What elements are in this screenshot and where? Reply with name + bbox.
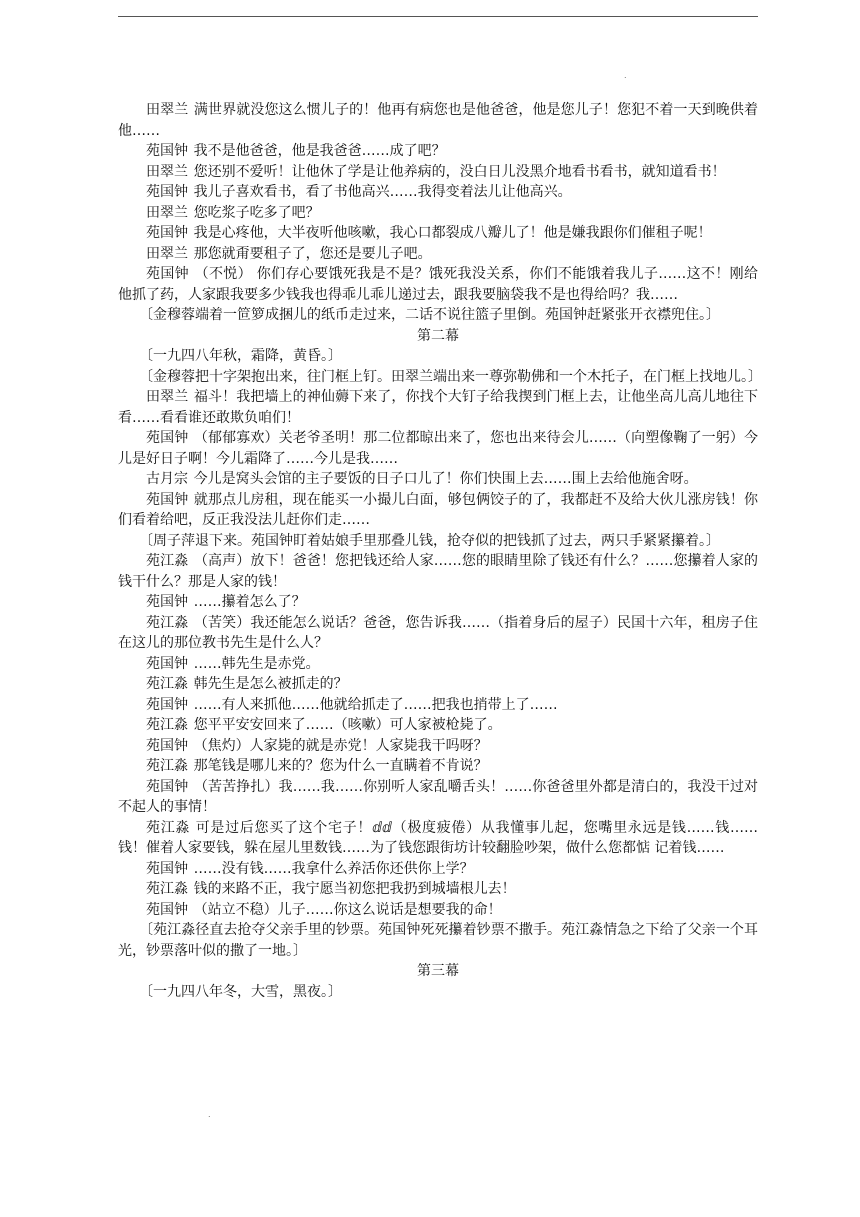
speaker-name: 田翠兰 xyxy=(146,204,188,221)
speaker-name: 苑国钟 xyxy=(146,225,188,241)
dialogue-text: （不悦） 你们存心要饿死我是不是？饿死我没关系，你们不能饿着我儿子……这不！刚给他抓了药，人家跟我要多少钱我也得乖儿乖儿递过去，跟我要脑袋我不是也得给吗？我…… xyxy=(118,266,759,303)
dialogue-text: （苦苦挣扎）我……我……你别听人家乱嚼舌头！……你爸爸里外都是清白的，我没干过对不起人的事情！ xyxy=(118,778,759,815)
dialogue-text: 您吃浆子吃多了吧？ xyxy=(193,204,320,221)
stage-direction-text: 〔金穆蓉把十字架抱出来，往门框上钉。田翠兰端出来一尊弥勒佛和一个木托子，在门框上找地儿。〕 xyxy=(139,368,762,385)
dialogue-line xyxy=(118,818,758,859)
dialogue-text: （郁郁寡欢）关老爷圣明！那二位都晾出来了，您也出来待会儿……（向塑像鞠了一躬）今儿是好日子啊！今儿霜降了……今儿是我…… xyxy=(118,430,759,467)
dialogue-line xyxy=(118,715,758,736)
dialogue-line xyxy=(118,100,758,141)
speaker-name: 苑江淼 xyxy=(146,881,188,897)
act-heading xyxy=(118,961,758,982)
dialogue-text: （焦灼）人家毙的就是赤党！人家毙我干吗呀？ xyxy=(193,737,488,754)
dialogue-text: （高声）放下！爸爸！您把钱还给人家……您的眼睛里除了钱还有什么？……您攥着人家的钱干什么？那是人家的钱！ xyxy=(118,553,759,590)
dialogue-line xyxy=(118,162,758,183)
dialogue-line xyxy=(118,182,758,203)
dialogue-text: 那笔钱是哪儿来的？您为什么一直瞒着不肯说？ xyxy=(193,758,488,774)
dialogue-text: 我儿子喜欢看书，看了书他高兴……我得变着法儿让他高兴。 xyxy=(193,184,572,200)
stage-direction-text: 〔金穆蓉端着一笸箩成捆儿的纸币走过来，二话不说往篮子里倒。苑国钟赶紧张开衣襟兜住。〕 xyxy=(139,307,720,323)
dialogue-text: 那您就甭要租子了，您还是要儿子吧。 xyxy=(193,245,432,262)
speaker-name: 苑江淼 xyxy=(146,553,189,569)
dialogue-line xyxy=(118,223,758,244)
dialogue-line xyxy=(118,674,758,695)
dialogue-line xyxy=(118,777,758,818)
speaker-name: 苑江淼 xyxy=(146,717,188,733)
dialogue-text: ……攥着怎么了？ xyxy=(193,594,306,610)
dialogue-line xyxy=(118,879,758,900)
speaker-name: 苑国钟 xyxy=(146,737,188,754)
speaker-name: 苑江淼 xyxy=(146,676,188,692)
speaker-name: 苑国钟 xyxy=(146,901,188,918)
dialogue-line xyxy=(118,756,758,777)
dialogue-text: （站立不稳）儿子……你这么说话是想要我的命！ xyxy=(193,901,502,918)
stage-direction xyxy=(118,920,758,961)
act-heading-text: 第二幕 xyxy=(417,327,459,344)
stage-direction-text: 〔一九四八年秋，霜降，黄昏。〕 xyxy=(139,348,342,364)
act-heading xyxy=(118,326,758,347)
speaker-name: 苑江淼 xyxy=(146,614,189,631)
stage-direction xyxy=(118,531,758,552)
dialogue-text: 可是过后您买了这个宅子！ⅆⅆ（极度疲倦）从我懂事儿起，您嘴里永远是钱……钱……钱！催着人家要钱，躲在屋儿里数钱……为了钱您跟街坊计较翻脸吵架，做什么您都惦 记着钱…… xyxy=(118,819,759,856)
dialogue-text: 韩先生是怎么被抓走的？ xyxy=(193,676,348,692)
stage-direction xyxy=(118,982,758,1003)
speaker-name: 古月宗 xyxy=(146,471,188,487)
dialogue-line xyxy=(118,859,758,880)
dialogue-line xyxy=(118,695,758,716)
speaker-name: 田翠兰 xyxy=(146,389,189,405)
dialogue-line xyxy=(118,551,758,592)
stage-direction-text: 〔周子萍退下来。苑国钟盯着姑娘手里那叠儿钱，抢夺似的把钱抓了过去，两只手紧紧攥着。〕 xyxy=(139,532,720,549)
header-rule xyxy=(118,16,758,17)
stage-direction xyxy=(118,367,762,388)
dialogue-text: 钱的来路不正，我宁愿当初您把我扔到城墙根儿去！ xyxy=(193,881,516,897)
dialogue-line xyxy=(118,613,758,654)
dialogue-text: ……有人来抓他……他就给抓走了……把我也捎带上了…… xyxy=(193,696,558,713)
act-heading-text: 第三幕 xyxy=(417,963,459,979)
speaker-name: 苑国钟 xyxy=(146,143,188,159)
speaker-name: 苑江淼 xyxy=(146,819,191,836)
speaker-name: 苑国钟 xyxy=(146,430,189,446)
dialogue-line xyxy=(118,428,758,469)
dialogue-text: 就那点儿房租，现在能买一小撮儿白面，够包俩饺子的了，我都赶不及给大伙儿涨房钱！你们看着给吧，反正我没法儿赶你们走…… xyxy=(118,491,759,528)
dialogue-line xyxy=(118,490,758,531)
header-dot: . xyxy=(624,71,627,80)
dialogue-line xyxy=(118,654,758,675)
dialogue-line xyxy=(118,736,758,757)
dialogue-line xyxy=(118,264,758,305)
document-body xyxy=(118,100,762,1002)
dialogue-text: ……韩先生是赤党。 xyxy=(193,655,320,672)
speaker-name: 苑国钟 xyxy=(146,184,188,200)
dialogue-line xyxy=(118,900,758,921)
speaker-name: 苑国钟 xyxy=(146,491,189,508)
stage-direction xyxy=(118,305,758,326)
speaker-name: 田翠兰 xyxy=(146,163,188,180)
speaker-name: 田翠兰 xyxy=(146,102,189,118)
dialogue-line xyxy=(118,244,758,265)
speaker-name: 苑国钟 xyxy=(146,655,188,672)
speaker-name: 田翠兰 xyxy=(146,245,188,262)
dialogue-text: （苦笑）我还能怎么说话？爸爸，您告诉我……（指着身后的屋子）民国十六年，租房子住在这儿的那位教书先生是什么人？ xyxy=(118,614,759,651)
dialogue-line xyxy=(118,203,758,224)
dialogue-text: 您平平安安回来了……（咳嗽）可人家被枪毙了。 xyxy=(193,717,502,733)
dialogue-text: 我是心疼他，大半夜听他咳嗽，我心口都裂成八瓣儿了！他是嫌我跟你们催租子呢！ xyxy=(193,225,712,241)
dialogue-text: 我不是他爸爸，他是我爸爸……成了吧？ xyxy=(193,143,446,159)
dialogue-text: 满世界就没您这么惯儿子的！他再有病您也是他爸爸，他是您儿子！您犯不着一天到晚供着他…… xyxy=(118,102,759,139)
stage-direction-text: 〔一九四八年冬，大雪，黑夜。〕 xyxy=(139,983,342,1000)
speaker-name: 苑国钟 xyxy=(146,778,189,795)
footer-dot: . xyxy=(208,1110,211,1119)
dialogue-line xyxy=(118,592,758,613)
speaker-name: 苑江淼 xyxy=(146,758,188,774)
stage-direction xyxy=(118,346,758,367)
speaker-name: 苑国钟 xyxy=(146,696,188,713)
dialogue-text: 福斗！我把墙上的神仙薅下来了，你找个大钉子给我揳到门框上去，让他坐高儿高儿地往下看……看看谁还敢欺负咱们！ xyxy=(118,389,759,426)
dialogue-text: ……没有钱……我拿什么养活你还供你上学？ xyxy=(193,860,474,877)
dialogue-text: 今儿是窝头会馆的主子要饭的日子口儿了！你们快围上去……围上去给他施舍呀。 xyxy=(193,471,698,487)
dialogue-line xyxy=(118,387,758,428)
speaker-name: 苑国钟 xyxy=(146,860,188,877)
dialogue-line xyxy=(118,469,758,490)
dialogue-line xyxy=(118,141,758,162)
dialogue-text: 您还别不爱听！让他休了学是让他养病的，没白日儿没黑介地看书看书，就知道看书！ xyxy=(193,163,726,180)
stage-direction-text: 〔苑江淼径直去抢夺父亲手里的钞票。苑国钟死死攥着钞票不撒手。苑江淼情急之下给了父亲一个耳光，钞票落叶似的撒了一地。〕 xyxy=(118,922,758,959)
speaker-name: 苑国钟 xyxy=(146,266,190,282)
speaker-name: 苑国钟 xyxy=(146,594,188,610)
